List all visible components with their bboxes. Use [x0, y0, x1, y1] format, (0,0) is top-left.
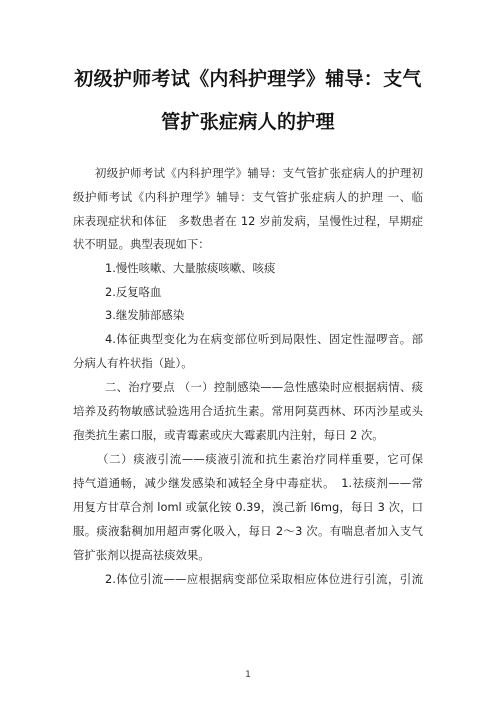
- body-line: 用复方甘草合剂 loml 或氯化铵 0.39，溴己新 l6mg，每日 3 次，口: [73, 500, 423, 514]
- body-line: 级护师考试《内科护理学》辅导：支气管扩张症病人的护理 一、临: [73, 190, 423, 204]
- body-line: 持气道通畅，减少继发感染和减轻全身中毒症状。 1.祛痰剂——常: [73, 476, 423, 490]
- page-number: 1: [245, 670, 251, 680]
- body-line: 状不明显。典型表现如下：: [73, 237, 210, 251]
- body-line: 服。痰液黏稠加用超声雾化吸入，每日 2～3 次。有喘息者加入支气: [73, 524, 423, 538]
- body-line: 培养及药物敏感试验选用合适抗生素。常用阿莫西林、环丙沙星或头: [73, 404, 423, 418]
- body-line: 分病人有杵状指（趾）。: [73, 356, 193, 370]
- document-title-line-2: 管扩张症病人的护理: [161, 111, 335, 133]
- body-line: 初级护师考试《内科护理学》辅导：支气管扩张症病人的护理初: [95, 166, 423, 180]
- body-line: （二）痰液引流——痰液引流和抗生素治疗同样重要，它可保: [97, 452, 423, 466]
- list-item: 3.继发肺部感染: [105, 308, 185, 322]
- list-item: 1.慢性咳嗽、大量脓痰咳嗽、咳痰: [105, 261, 276, 275]
- body-line: 管扩张剂以提高祛痰效果。: [73, 548, 210, 562]
- body-line: 孢类抗生素口服，或青霉素或庆大霉素肌内注射，每日 2 次。: [73, 428, 384, 442]
- list-item: 4.体征典型变化为在病变部位听到局限性、固定性湿啰音。部: [105, 332, 423, 346]
- body-line: 2.体位引流——应根据病变部位采取相应体位进行引流，引流: [105, 572, 423, 586]
- document-title-line-1: 初级护师考试《内科护理学》辅导：支气: [74, 68, 422, 90]
- list-item: 2.反复咯血: [105, 285, 162, 299]
- body-line: 床表现症状和体征 多数患者在 12 岁前发病，呈慢性过程，早期症: [73, 214, 423, 228]
- body-line: 二、治疗要点 （一）控制感染——急性感染时应根据病情、痰: [105, 380, 423, 394]
